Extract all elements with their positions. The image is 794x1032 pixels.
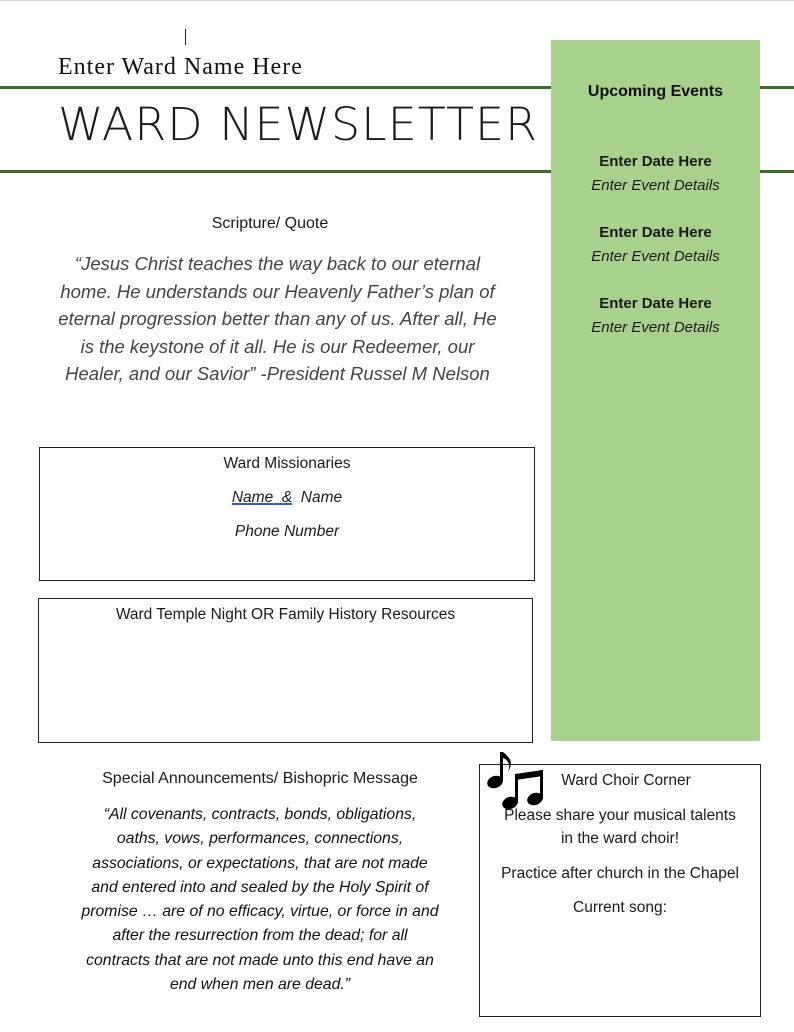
ampersand: & [281,489,293,506]
event-date[interactable]: Enter Date Here [599,153,712,170]
event-item [551,150,760,198]
missionary-name-1: Name [231,489,274,506]
announcements-heading[interactable]: Special Announcements/ Bishopric Message [102,770,418,787]
choir-line: Current song: [573,899,667,916]
header-rule-bottom [0,170,551,173]
quote-line: Healer, and our Savior” -President Russel M Nelson [65,363,490,384]
text-cursor [185,29,186,45]
quote-line: home. He understands our Heavenly Father’s plan of [60,280,495,302]
page-top-border [0,0,794,1]
music-notes-icon [484,748,546,812]
event-details[interactable]: Enter Event Details [591,248,720,265]
quote-line: eternal progression better than any of us. After all, He [58,308,497,329]
missionary-name-2: Name [300,489,343,506]
event-details[interactable]: Enter Event Details [591,319,720,336]
choir-line: Practice after church in the Chapel [501,865,739,882]
event-details[interactable]: Enter Event Details [591,177,720,194]
scripture-heading[interactable]: Scripture/ Quote [211,215,329,232]
quote-line: is the keystone of it all. He is our Redeemer, our [80,335,475,357]
scripture-quote[interactable] [40,250,515,388]
choir-heading: Ward Choir Corner [561,772,691,789]
quote-line: promise … are of no efficacy, virtue, or force in and [81,903,439,921]
missionary-names [40,489,534,507]
upcoming-events-sidebar [551,40,760,741]
event-date[interactable]: Enter Date Here [599,295,712,312]
quote-line: “All covenants, contracts, bonds, obligations, [103,806,417,823]
missionaries-box[interactable] [39,447,535,581]
quote-line: after the resurrection from the dead; for all [112,927,408,945]
ward-name-heading[interactable]: Enter Ward Name Here [58,54,303,80]
newsletter-title[interactable]: WARD NEWSLETTER [58,98,539,151]
temple-heading: Ward Temple Night OR Family History Resources [115,606,456,623]
quote-line: and entered into and sealed by the Holy Spirit of [91,878,429,896]
missionary-phone: Phone Number [234,523,340,540]
upcoming-events-heading[interactable]: Upcoming Events [587,83,724,100]
temple-resources-box[interactable] [38,598,533,743]
quote-line: associations, or expectations, that are not made [92,854,428,872]
header-rule-top-right [760,86,794,89]
choir-line: Please share your musical talents [504,807,736,824]
quote-line: “Jesus Christ teaches the way back to our eternal [74,253,481,274]
announcements-quote[interactable] [58,803,462,997]
event-item [551,292,760,340]
header-rule-bottom-right [760,170,794,173]
missionaries-heading: Ward Missionaries [223,455,351,472]
quote-line: end when men are dead.” [169,976,351,994]
quote-line: contracts that are not made unto this end have an [86,951,434,969]
header-rule-top [0,86,551,89]
event-date[interactable]: Enter Date Here [599,224,712,241]
quote-line: oaths, vows, performances, connections, [116,830,404,848]
event-item [551,221,760,269]
choir-line: in the ward choir! [560,830,680,847]
